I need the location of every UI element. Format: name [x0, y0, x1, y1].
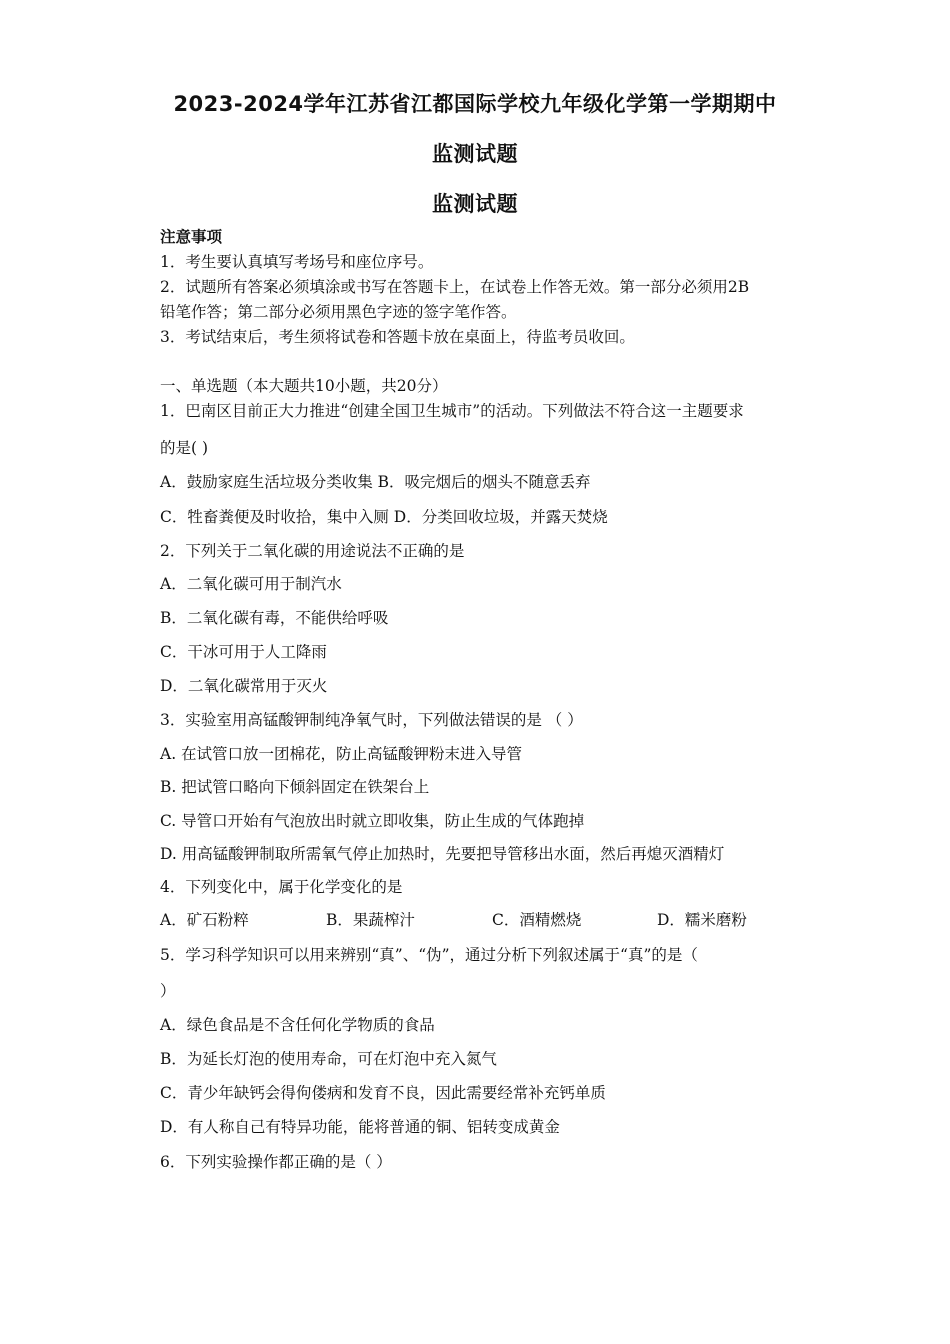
q6-stem: 6．下列实验操作都正确的是（ ）: [160, 1153, 392, 1171]
exam-title-line-2: 监测试题: [432, 142, 518, 166]
exam-title-line-3: 监测试题: [432, 192, 518, 216]
q3-option-a: A. 在试管口放一团棉花，防止高锰酸钾粉末进入导管: [160, 745, 523, 763]
q3-option-c: C. 导管口开始有气泡放出时就立即收集，防止生成的气体跑掉: [160, 812, 585, 830]
q1-options-row-1: A．鼓励家庭生活垃圾分类收集 B．吸完烟后的烟头不随意丢弃: [160, 473, 591, 491]
q3-option-d: D. 用高锰酸钾制取所需氧气停止加热时，先要把导管移出水面，然后再熄灭酒精灯: [160, 845, 725, 863]
section-heading: 一、单选题（本大题共10小题，共20分）: [160, 377, 448, 395]
q4-option-d: D．糯米磨粉: [657, 911, 747, 929]
q5-option-b: B．为延长灯泡的使用寿命，可在灯泡中充入氮气: [160, 1050, 497, 1068]
q2-option-c: C．干冰可用于人工降雨: [160, 643, 327, 661]
q1-options-row-2: C．牲畜粪便及时收拾，集中入厕 D．分类回收垃圾，并露天焚烧: [160, 508, 608, 526]
q5-option-a: A．绿色食品是不含任何化学物质的食品: [160, 1016, 435, 1034]
q5-stem-line-2: ）: [160, 982, 176, 1000]
notes-heading: 注意事项: [160, 227, 223, 246]
q2-option-d: D．二氧化碳常用于灭火: [160, 677, 328, 695]
q4-option-c: C．酒精燃烧: [492, 911, 582, 929]
q5-option-c: C．青少年缺钙会得佝偻病和发育不良，因此需要经常补充钙单质: [160, 1084, 606, 1102]
notes-item-2: 2．试题所有答案必须填涂或书写在答题卡上，在试卷上作答无效。第一部分必须用2B: [160, 278, 750, 296]
q1-stem-line-1: 1．巴南区目前正大力推进“创建全国卫生城市”的活动。下列做法不符合这一主题要求: [160, 402, 744, 420]
exam-title-line-1: 2023-2024学年江苏省江都国际学校九年级化学第一学期期中: [173, 92, 777, 116]
notes-item-2-cont: 铅笔作答；第二部分必须用黑色字迹的签字笔作答。: [160, 303, 517, 321]
notes-item-1: 1．考生要认真填写考场号和座位序号。: [160, 253, 434, 271]
q3-option-b: B. 把试管口略向下倾斜固定在铁架台上: [160, 778, 430, 796]
q1-stem-line-2: 的是( ): [160, 439, 209, 457]
q4-option-b: B．果蔬榨汁: [326, 911, 415, 929]
q2-stem: 2．下列关于二氧化碳的用途说法不正确的是: [160, 542, 465, 560]
q5-stem-line-1: 5．学习科学知识可以用来辨别“真”、“伪”，通过分析下列叙述属于“真”的是（: [160, 946, 698, 964]
notes-item-3: 3．考试结束后，考生须将试卷和答题卡放在桌面上，待监考员收回。: [160, 328, 635, 346]
q5-option-d: D．有人称自己有特异功能，能将普通的铜、铝转变成黄金: [160, 1118, 560, 1136]
q2-option-a: A．二氧化碳可用于制汽水: [160, 575, 342, 593]
q2-option-b: B．二氧化碳有毒，不能供给呼吸: [160, 609, 389, 627]
q4-option-a: A．矿石粉粹: [160, 911, 249, 929]
q3-stem: 3．实验室用高锰酸钾制纯净氧气时，下列做法错误的是 （ ）: [160, 711, 583, 729]
q4-stem: 4．下列变化中，属于化学变化的是: [160, 878, 403, 896]
